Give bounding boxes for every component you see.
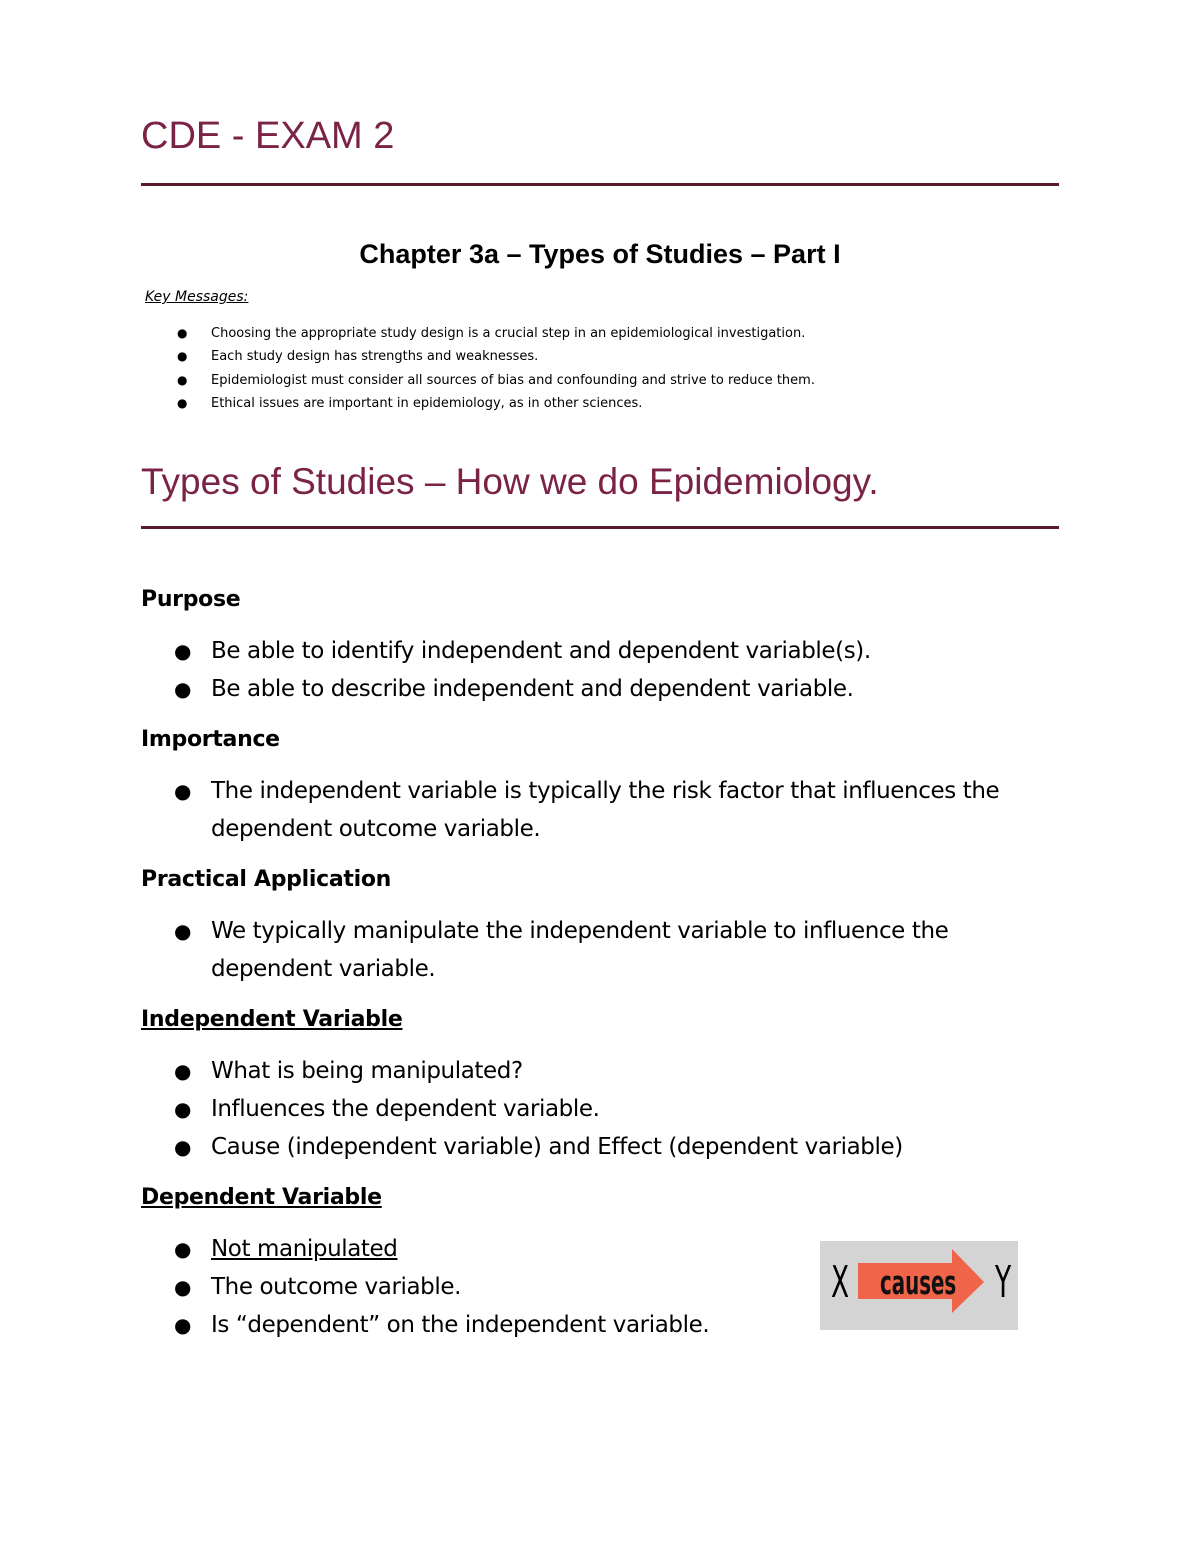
bullet-icon: ● [174, 639, 192, 663]
purpose-item: ● Be able to describe independent and dependent variable. [141, 670, 1061, 708]
practical-application-heading: Practical Application [141, 867, 392, 892]
key-message-item: ● Choosing the appropriate study design is a crucial step in an epidemiological investigation. [141, 322, 815, 345]
bullet-icon: ● [177, 349, 188, 364]
diagram-causes-label: causes [880, 1263, 957, 1302]
diagram-y-label: Y [995, 1257, 1012, 1308]
diagram-x-label: X [831, 1257, 850, 1308]
dependent-variable-heading: Dependent Variable [141, 1185, 382, 1210]
key-message-item: ● Ethical issues are important in epidemiology, as in other sciences. [141, 392, 815, 415]
document-title: CDE - EXAM 2 [141, 115, 395, 157]
section-title: Types of Studies – How we do Epidemiology. [141, 461, 879, 502]
bullet-icon: ● [177, 395, 188, 410]
chapter-title: Chapter 3a – Types of Studies – Part I [359, 239, 841, 269]
practical-application-item: ● We typically manipulate the independent variable to influence the dependent variable. [141, 912, 1061, 988]
importance-list [141, 772, 1061, 848]
purpose-heading: Purpose [141, 587, 241, 612]
purpose-item: ● Be able to identify independent and dependent variable(s). [141, 632, 1061, 670]
dependent-variable-item: ● The outcome variable. [141, 1268, 741, 1306]
independent-variable-list [141, 1052, 1061, 1166]
bullet-icon: ● [174, 677, 192, 701]
bullet-icon: ● [174, 1237, 192, 1261]
bullet-icon: ● [174, 1059, 192, 1083]
dependent-variable-list [141, 1230, 741, 1344]
bullet-icon: ● [177, 372, 188, 387]
practical-application-list [141, 912, 1061, 988]
title-divider [141, 183, 1059, 186]
bullet-icon: ● [174, 1097, 192, 1121]
bullet-icon: ● [174, 1313, 192, 1337]
dependent-variable-item: ● Is “dependent” on the independent variable. [141, 1306, 741, 1344]
bullet-icon: ● [177, 326, 188, 340]
bullet-icon: ● [174, 919, 192, 943]
purpose-list [141, 632, 1061, 708]
section-divider [141, 526, 1059, 529]
key-message-item: ● Epidemiologist must consider all sources of bias and confounding and strive to reduce them. [141, 369, 815, 392]
bullet-icon: ● [174, 1135, 192, 1159]
independent-variable-heading: Independent Variable [141, 1007, 403, 1032]
independent-variable-item: ● Cause (independent variable) and Effect (dependent variable) [141, 1128, 1061, 1166]
independent-variable-item: ● What is being manipulated? [141, 1052, 1061, 1090]
independent-variable-item: ● Influences the dependent variable. [141, 1090, 1061, 1128]
x-causes-y-diagram [820, 1241, 1018, 1330]
importance-item: ● The independent variable is typically the risk factor that influences the dependent outcome variable. [141, 772, 1061, 848]
key-message-item: ● Each study design has strengths and weaknesses. [141, 345, 815, 368]
bullet-icon: ● [174, 779, 192, 803]
dependent-variable-item: ● Not manipulated [141, 1230, 741, 1268]
bullet-icon: ● [174, 1275, 192, 1299]
importance-heading: Importance [141, 727, 280, 752]
key-messages-label: Key Messages: [145, 289, 249, 305]
key-messages-list [141, 322, 815, 415]
